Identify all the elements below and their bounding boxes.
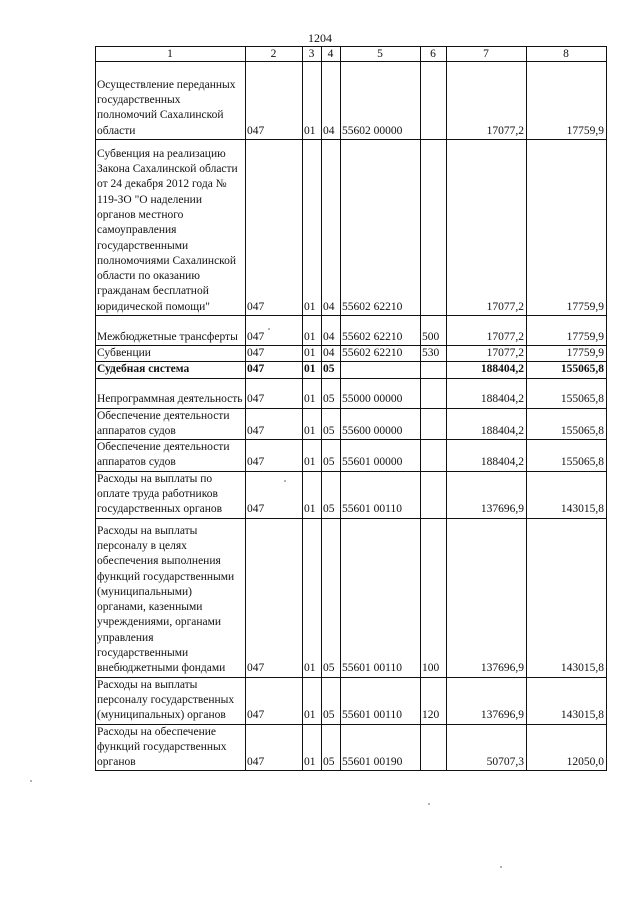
- cell-ved: 047: [246, 518, 303, 677]
- header-col-2: 2: [246, 47, 303, 62]
- cell-ved: 047: [246, 62, 303, 140]
- cell-pr: 05: [322, 518, 341, 677]
- cell-ved: 047: [246, 471, 303, 518]
- cell-amount-year-2: 155065,8: [527, 362, 607, 378]
- table-row: [96, 677, 607, 724]
- cell-vr: [421, 378, 447, 408]
- cell-amount-year-2: 143015,8: [527, 677, 607, 724]
- cell-rz: 01: [303, 378, 322, 408]
- cell-name: Расходы на обеспечение функций государственных органов: [96, 724, 246, 771]
- scan-speck: [428, 803, 430, 805]
- cell-pr: 05: [322, 724, 341, 771]
- cell-vr: [421, 62, 447, 140]
- cell-rz: 01: [303, 677, 322, 724]
- cell-ved: 047: [246, 316, 303, 346]
- header-col-4: 4: [322, 47, 341, 62]
- budget-table: [95, 46, 607, 771]
- cell-pr: 04: [322, 346, 341, 362]
- cell-amount-year-2: 143015,8: [527, 471, 607, 518]
- cell-csr: 55601 00110: [341, 677, 421, 724]
- cell-ved: 047: [246, 140, 303, 316]
- table-row: [96, 471, 607, 518]
- cell-vr: [421, 140, 447, 316]
- cell-pr: 05: [322, 471, 341, 518]
- cell-amount-year-2: 17759,9: [527, 62, 607, 140]
- cell-ved: 047: [246, 677, 303, 724]
- cell-vr: 100: [421, 518, 447, 677]
- scan-speck: [284, 480, 286, 482]
- cell-name: Межбюджетные трансферты: [96, 316, 246, 346]
- cell-amount-year-2: 155065,8: [527, 440, 607, 472]
- cell-csr: 55601 00110: [341, 518, 421, 677]
- cell-csr: 55602 62210: [341, 140, 421, 316]
- cell-vr: 120: [421, 677, 447, 724]
- cell-amount-year-2: 17759,9: [527, 140, 607, 316]
- cell-amount-year-2: 17759,9: [527, 316, 607, 346]
- table-body: [96, 62, 607, 771]
- header-col-8: 8: [527, 47, 607, 62]
- cell-csr: [341, 362, 421, 378]
- table-row: [96, 362, 607, 378]
- cell-name: Расходы на выплаты по оплате труда работников государственных органов: [96, 471, 246, 518]
- cell-csr: 55601 00110: [341, 471, 421, 518]
- cell-vr: [421, 408, 447, 440]
- cell-ved: 047: [246, 724, 303, 771]
- cell-amount-year-1: 17077,2: [447, 140, 527, 316]
- cell-ved: 047: [246, 440, 303, 472]
- cell-amount-year-1: 137696,9: [447, 518, 527, 677]
- header-col-6: 6: [421, 47, 447, 62]
- cell-name: Осуществление переданных государственных полномочий Сахалинской области: [96, 62, 246, 140]
- cell-pr: 05: [322, 440, 341, 472]
- cell-pr: 04: [322, 316, 341, 346]
- header-row: [96, 47, 607, 62]
- cell-amount-year-2: 155065,8: [527, 378, 607, 408]
- cell-pr: 04: [322, 140, 341, 316]
- cell-ved: 047: [246, 362, 303, 378]
- cell-rz: 01: [303, 362, 322, 378]
- cell-rz: 01: [303, 440, 322, 472]
- header-col-3: 3: [303, 47, 322, 62]
- table-row: [96, 346, 607, 362]
- cell-amount-year-1: 137696,9: [447, 471, 527, 518]
- cell-amount-year-1: 188404,2: [447, 378, 527, 408]
- cell-amount-year-2: 155065,8: [527, 408, 607, 440]
- cell-ved: 047: [246, 378, 303, 408]
- cell-vr: [421, 440, 447, 472]
- table-row: [96, 378, 607, 408]
- cell-amount-year-1: 188404,2: [447, 440, 527, 472]
- scan-speck: [30, 780, 32, 782]
- page-number: 1204: [308, 31, 332, 45]
- cell-rz: 01: [303, 471, 322, 518]
- table-row: [96, 440, 607, 472]
- cell-amount-year-1: 17077,2: [447, 62, 527, 140]
- header-col-7: 7: [447, 47, 527, 62]
- header-col-5: 5: [341, 47, 421, 62]
- cell-rz: 01: [303, 140, 322, 316]
- cell-pr: 04: [322, 62, 341, 140]
- cell-vr: 530: [421, 346, 447, 362]
- scan-speck: [500, 866, 502, 868]
- cell-amount-year-1: 50707,3: [447, 724, 527, 771]
- cell-csr: 55602 62210: [341, 316, 421, 346]
- table-row: [96, 140, 607, 316]
- cell-name: Расходы на выплаты персоналу государственных (муниципальных) органов: [96, 677, 246, 724]
- cell-pr: 05: [322, 677, 341, 724]
- cell-csr: 55602 00000: [341, 62, 421, 140]
- cell-csr: 55601 00000: [341, 440, 421, 472]
- cell-ved: 047: [246, 408, 303, 440]
- cell-amount-year-1: 17077,2: [447, 346, 527, 362]
- cell-vr: [421, 724, 447, 771]
- table-row: [96, 724, 607, 771]
- cell-amount-year-2: 12050,0: [527, 724, 607, 771]
- cell-amount-year-2: 17759,9: [527, 346, 607, 362]
- cell-ved: 047: [246, 346, 303, 362]
- cell-rz: 01: [303, 518, 322, 677]
- cell-name: Субвенции: [96, 346, 246, 362]
- cell-name: Непрограммная деятельность: [96, 378, 246, 408]
- cell-pr: 05: [322, 408, 341, 440]
- cell-amount-year-1: 17077,2: [447, 316, 527, 346]
- table-row: [96, 316, 607, 346]
- cell-csr: 55602 62210: [341, 346, 421, 362]
- cell-rz: 01: [303, 346, 322, 362]
- cell-rz: 01: [303, 316, 322, 346]
- cell-pr: 05: [322, 362, 341, 378]
- cell-name: Субвенция на реализацию Закона Сахалинской области от 24 декабря 2012 года № 119-ЗО "О наделении органов местного самоуправления государственными полномочиями Сахалинской области по оказанию гражданам бесплатной юридической помощи": [96, 140, 246, 316]
- cell-amount-year-1: 188404,2: [447, 408, 527, 440]
- cell-amount-year-1: 188404,2: [447, 362, 527, 378]
- cell-rz: 01: [303, 408, 322, 440]
- cell-csr: 55600 00000: [341, 408, 421, 440]
- cell-rz: 01: [303, 62, 322, 140]
- table-row: [96, 518, 607, 677]
- table-row: [96, 408, 607, 440]
- cell-name: Судебная система: [96, 362, 246, 378]
- cell-csr: 55601 00190: [341, 724, 421, 771]
- table-row: [96, 62, 607, 140]
- cell-csr: 55000 00000: [341, 378, 421, 408]
- cell-name: Обеспечение деятельности аппаратов судов: [96, 408, 246, 440]
- header-col-1: 1: [96, 47, 246, 62]
- cell-pr: 05: [322, 378, 341, 408]
- cell-name: Обеспечение деятельности аппаратов судов: [96, 440, 246, 472]
- cell-vr: [421, 362, 447, 378]
- cell-vr: 500: [421, 316, 447, 346]
- cell-amount-year-2: 143015,8: [527, 518, 607, 677]
- cell-vr: [421, 471, 447, 518]
- cell-rz: 01: [303, 724, 322, 771]
- cell-name: Расходы на выплаты персоналу в целях обеспечения выполнения функций государственными (муниципальными) органами, казенными учреждениями, органами управления государственными внебюджетными фондами: [96, 518, 246, 677]
- cell-amount-year-1: 137696,9: [447, 677, 527, 724]
- scan-speck: [268, 328, 270, 330]
